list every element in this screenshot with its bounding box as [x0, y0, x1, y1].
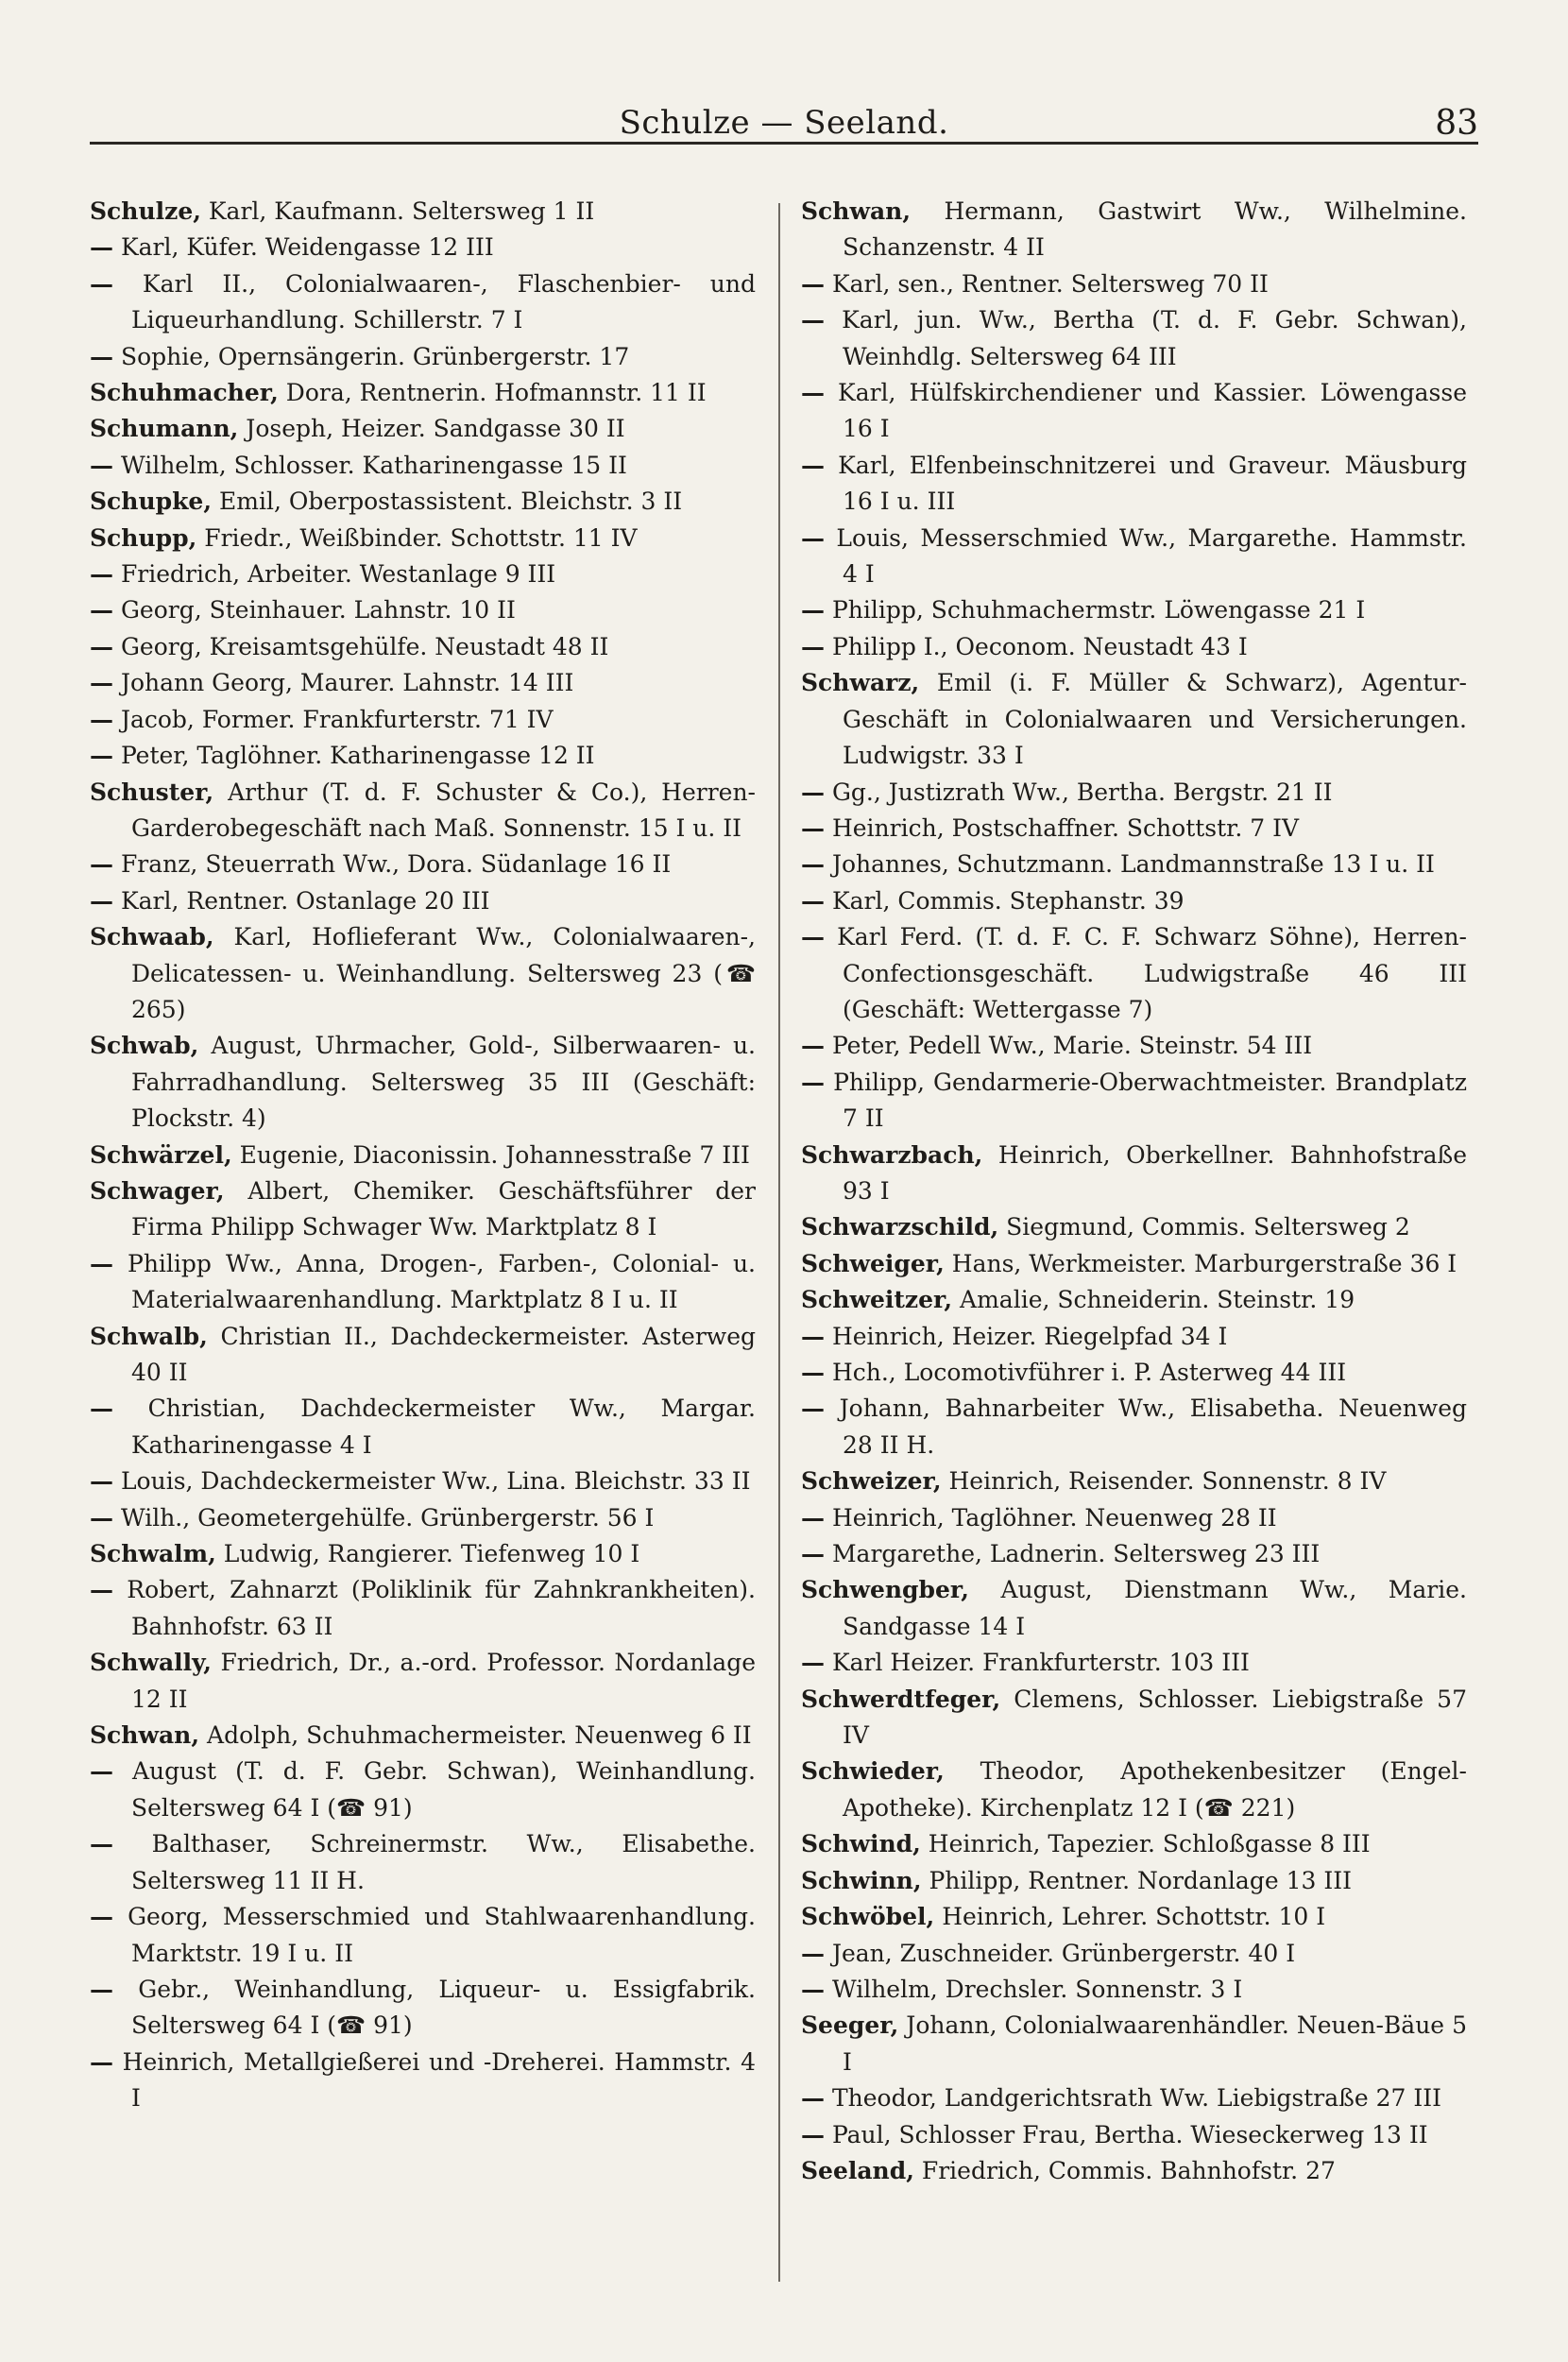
directory-entry: [801, 592, 1467, 628]
entry-surname: —: [90, 1830, 113, 1858]
directory-entry: [90, 847, 756, 882]
entry-details: Amalie, Schneiderin. Steinstr. 19: [952, 1286, 1355, 1314]
directory-entry: [801, 1972, 1467, 2008]
directory-entry: [801, 1645, 1467, 1681]
entry-surname: —: [90, 886, 113, 915]
directory-entry: [801, 811, 1467, 847]
directory-entry: [90, 665, 756, 701]
entry-details: Johannes, Schutzmann. Landmannstraße 13 I u. II: [825, 850, 1435, 879]
entry-surname: Schwab,: [90, 1032, 199, 1060]
directory-entry: [90, 339, 756, 375]
entry-surname: Schuhmacher,: [90, 379, 279, 407]
directory-entry: [90, 919, 756, 1028]
directory-entry: [801, 1028, 1467, 1064]
directory-entry: [90, 2045, 756, 2117]
directory-entry: [90, 556, 756, 592]
directory-entry: [90, 1645, 756, 1718]
directory-entry: [801, 1463, 1467, 1499]
directory-entry: [801, 2080, 1467, 2116]
directory-entry: [90, 1826, 756, 1899]
entry-details: Karl Heizer. Frankfurterstr. 103 III: [825, 1649, 1250, 1677]
entry-details: Christian II., Dachdeckermeister. Asterweg 40 II: [131, 1322, 756, 1386]
directory-entry: [801, 919, 1467, 1028]
directory-entry: [90, 1391, 756, 1463]
entry-surname: —: [801, 379, 825, 407]
directory-entry: [90, 266, 756, 339]
entry-details: Louis, Messerschmied Ww., Margarethe. Hammstr. 4 I: [825, 523, 1467, 589]
entry-details: Emil, Oberpostassistent. Bleichstr. 3 II: [212, 488, 683, 516]
entry-details: Albert, Chemiker. Geschäftsführer der Firma Philipp Schwager Ww. Marktplatz 8 I: [131, 1176, 756, 1241]
page-number: 83: [1435, 104, 1478, 143]
entry-details: Gebr., Weinhandlung, Liqueur- u. Essigfabrik. Seltersweg 64 I (☎ 91): [113, 1975, 756, 2040]
entry-details: Siegmund, Commis. Seltersweg 2: [998, 1213, 1410, 1241]
directory-entry: [801, 1936, 1467, 1972]
directory-entry: [801, 629, 1467, 665]
entry-surname: —: [90, 1576, 113, 1604]
entry-details: Philipp I., Oeconom. Neustadt 43 I: [825, 632, 1248, 660]
entry-details: Georg, Messerschmied und Stahlwaarenhandlung. Marktstr. 19 I u. II: [113, 1903, 756, 1967]
entry-surname: —: [90, 1467, 113, 1496]
entry-surname: —: [801, 596, 825, 625]
entry-details: Friedr., Weißbinder. Schottstr. 11 IV: [196, 523, 638, 552]
entry-details: August, Uhrmacher, Gold-, Silberwaaren- u. Fahrradhandlung. Seltersweg 35 III (Geschäft: Plockstr. 4): [131, 1032, 756, 1133]
entry-details: Christian, Dachdeckermeister Ww., Margar. Katharinengasse 4 I: [113, 1395, 756, 1459]
entry-surname: —: [90, 850, 113, 879]
directory-entry: [90, 702, 756, 738]
entry-surname: Schwarz,: [801, 669, 920, 697]
header-rule: [90, 142, 1478, 145]
entry-details: Karl II., Colonialwaaren-, Flaschenbier- und Liqueurhandlung. Schillerstr. 7 I: [113, 269, 756, 334]
directory-entry: [801, 375, 1467, 448]
entry-details: Dora, Rentnerin. Hofmannstr. 11 II: [278, 379, 707, 407]
entry-details: Margarethe, Ladnerin. Seltersweg 23 III: [825, 1540, 1321, 1568]
entry-surname: —: [801, 1503, 825, 1532]
directory-entry: [801, 1536, 1467, 1572]
entry-surname: Schulze,: [90, 197, 201, 225]
entry-surname: —: [801, 451, 825, 479]
entry-details: Adolph, Schuhmachermeister. Neuenweg 6 II: [199, 1721, 752, 1750]
entry-surname: Schwally,: [90, 1649, 213, 1677]
directory-entry: [801, 194, 1467, 266]
entry-details: Heinrich, Oberkellner. Bahnhofstraße 93 I: [843, 1140, 1467, 1205]
directory-entry: [801, 1282, 1467, 1318]
entry-details: Karl, Rentner. Ostanlage 20 III: [113, 886, 490, 915]
directory-entry: [801, 2117, 1467, 2153]
directory-entry: [801, 1500, 1467, 1536]
directory-entry: [801, 1682, 1467, 1754]
entry-details: Wilh., Geometergehülfe. Grünbergerstr. 56 I: [113, 1503, 655, 1532]
directory-entry: [90, 775, 756, 847]
entry-details: Johann Georg, Maurer. Lahnstr. 14 III: [113, 669, 574, 697]
entry-details: Hermann, Gastwirt Ww., Wilhelmine. Schanzenstr. 4 II: [843, 197, 1467, 262]
entry-details: Emil (i. F. Müller & Schwarz), Agentur-Geschäft in Colonialwaaren und Versicherungen. Ludwigstr. 33 I: [843, 669, 1467, 770]
directory-entry: [90, 738, 756, 774]
column-divider: [778, 203, 780, 2282]
directory-entry: [801, 1065, 1467, 1138]
entry-surname: —: [801, 2120, 825, 2148]
right-column: [801, 194, 1467, 2189]
directory-entry: [801, 665, 1467, 774]
entry-surname: Schwieder,: [801, 1757, 945, 1786]
entry-details: Georg, Steinhauer. Lahnstr. 10 II: [113, 596, 516, 625]
entry-details: Peter, Pedell Ww., Marie. Steinstr. 54 III: [825, 1032, 1313, 1060]
entry-surname: —: [90, 451, 113, 479]
directory-entry: [801, 302, 1467, 375]
directory-entry: [90, 1463, 756, 1499]
directory-entry: [90, 1500, 756, 1536]
entry-details: Heinrich, Lehrer. Schottstr. 10 I: [934, 1903, 1326, 1931]
entry-details: Friedrich, Arbeiter. Westanlage 9 III: [113, 560, 556, 589]
entry-details: August, Dienstmann Ww., Marie. Sandgasse 14 I: [843, 1576, 1467, 1640]
entry-details: Ludwig, Rangierer. Tiefenweg 10 I: [215, 1540, 640, 1568]
directory-entry: [90, 1319, 756, 1392]
entry-details: Theodor, Apothekenbesitzer (Engel-Apotheke). Kirchenplatz 12 I (☎ 221): [843, 1757, 1467, 1822]
entry-surname: Schweitzer,: [801, 1286, 953, 1314]
entry-details: Friedrich, Commis. Bahnhofstr. 27: [913, 2156, 1336, 2184]
entry-surname: Schwerdtfeger,: [801, 1685, 1001, 1713]
directory-entry: [90, 1536, 756, 1572]
entry-surname: —: [90, 1395, 113, 1423]
entry-surname: —: [90, 1903, 113, 1931]
entry-surname: Schwengber,: [801, 1576, 969, 1604]
entry-surname: —: [801, 1359, 825, 1386]
entry-details: Wilhelm, Schlosser. Katharinengasse 15 II: [113, 451, 627, 479]
entry-details: Karl, Commis. Stephanstr. 39: [825, 886, 1185, 915]
entry-details: Philipp Ww., Anna, Drogen-, Farben-, Colonial- u. Materialwaarenhandlung. Marktplatz 8 I u. II: [113, 1249, 756, 1314]
entry-surname: —: [90, 1249, 113, 1277]
entry-surname: Schwinn,: [801, 1866, 922, 1894]
entry-surname: Schuster,: [90, 778, 214, 806]
entry-surname: —: [90, 269, 113, 298]
entry-details: Jacob, Former. Frankfurterstr. 71 IV: [113, 705, 554, 733]
entry-surname: —: [801, 1975, 825, 2003]
entry-surname: Schwan,: [801, 197, 912, 225]
directory-entry: [90, 375, 756, 411]
entry-details: Jean, Zuschneider. Grünbergerstr. 40 I: [825, 1939, 1296, 1967]
entry-details: Karl, Hülfskirchendiener und Kassier. Löwengasse 16 I: [825, 379, 1467, 443]
entry-details: Karl, Küfer. Weidengasse 12 III: [113, 233, 494, 262]
entry-surname: —: [90, 1503, 113, 1532]
entry-details: Sophie, Opernsängerin. Grünbergerstr. 17: [113, 342, 630, 370]
entry-surname: Seeland,: [801, 2156, 914, 2184]
entry-surname: Schweizer,: [801, 1467, 942, 1496]
directory-entry: [801, 2153, 1467, 2189]
entry-surname: —: [801, 1649, 825, 1677]
entry-details: Joseph, Heizer. Sandgasse 30 II: [238, 415, 625, 443]
entry-surname: Schweiger,: [801, 1249, 945, 1277]
entry-surname: —: [801, 1939, 825, 1967]
entry-surname: —: [90, 705, 113, 733]
entry-details: August (T. d. F. Gebr. Schwan), Weinhandlung. Seltersweg 64 I (☎ 91): [113, 1757, 756, 1822]
directory-entry: [801, 1138, 1467, 1210]
entry-details: Clemens, Schlosser. Liebigstraße 57 IV: [843, 1685, 1467, 1750]
directory-entry: [90, 1899, 756, 1972]
entry-details: Heinrich, Heizer. Riegelpfad 34 I: [825, 1322, 1228, 1350]
entry-surname: —: [90, 632, 113, 660]
entry-surname: Seeger,: [801, 2011, 899, 2040]
entry-surname: —: [801, 1032, 825, 1060]
entry-details: Heinrich, Reisender. Sonnenstr. 8 IV: [941, 1467, 1387, 1496]
left-column: [90, 194, 756, 2117]
entry-details: Philipp, Gendarmerie-Oberwachtmeister. Brandplatz 7 II: [825, 1068, 1467, 1133]
entry-surname: —: [90, 2047, 113, 2076]
entry-details: Eugenie, Diaconissin. Johannesstraße 7 III: [231, 1140, 750, 1169]
entry-details: Hans, Werkmeister. Marburgerstraße 36 I: [944, 1249, 1457, 1277]
directory-entry: [90, 1173, 756, 1246]
directory-entry: [801, 1826, 1467, 1862]
entry-details: Robert, Zahnarzt (Poliklinik für Zahnkrankheiten). Bahnhofstr. 63 II: [113, 1576, 756, 1640]
entry-details: Heinrich, Metallgießerei und -Dreherei. Hammstr. 4 I: [113, 2047, 756, 2113]
directory-entry: [90, 1138, 756, 1173]
directory-entry: [90, 1718, 756, 1754]
directory-entry: [90, 1028, 756, 1137]
directory-entry: [90, 629, 756, 665]
entry-details: Peter, Taglöhner. Katharinengasse 12 II: [113, 742, 595, 770]
entry-surname: —: [90, 233, 113, 262]
directory-entry: [801, 847, 1467, 882]
directory-entry: [801, 1209, 1467, 1245]
entry-details: Hch., Locomotivführer i. P. Asterweg 44 III: [825, 1359, 1347, 1386]
entry-details: Karl, sen., Rentner. Seltersweg 70 II: [825, 269, 1269, 298]
directory-entry: [801, 775, 1467, 811]
entry-surname: Schwaab,: [90, 923, 214, 951]
entry-surname: Schupke,: [90, 488, 213, 516]
entry-details: Friedrich, Dr., a.-ord. Professor. Nordanlage 12 II: [131, 1649, 756, 1713]
entry-details: Gg., Justizrath Ww., Bertha. Bergstr. 21 II: [825, 778, 1333, 806]
entry-details: Karl, jun. Ww., Bertha (T. d. F. Gebr. Schwan), Weinhdlg. Seltersweg 64 III: [825, 306, 1467, 370]
directory-entry: [90, 1246, 756, 1319]
directory-entry: [90, 521, 756, 556]
entry-details: Philipp, Rentner. Nordanlage 13 III: [921, 1866, 1352, 1894]
directory-entry: [801, 521, 1467, 593]
directory-entry: [90, 1972, 756, 2045]
entry-details: Paul, Schlosser Frau, Bertha. Wieseckerweg 13 II: [825, 2120, 1428, 2148]
directory-entry: [90, 194, 756, 230]
directory-entry: [90, 411, 756, 447]
entry-surname: —: [801, 923, 825, 951]
entry-surname: Schwalm,: [90, 1540, 216, 1568]
entry-details: Karl Ferd. (T. d. F. C. F. Schwarz Söhne), Herren-Confectionsgeschäft. Ludwigstraße 46 III (Geschäft: Wettergasse 7): [825, 923, 1467, 1023]
entry-details: Theodor, Landgerichtsrath Ww. Liebigstraße 27 III: [825, 2084, 1441, 2113]
entry-surname: —: [801, 2084, 825, 2113]
entry-details: Johann, Bahnarbeiter Ww., Elisabetha. Neuenweg 28 II H.: [825, 1395, 1467, 1459]
entry-surname: —: [90, 596, 113, 625]
directory-entry: [90, 484, 756, 520]
directory-entry: [801, 883, 1467, 919]
entry-surname: —: [801, 1068, 825, 1096]
entry-details: Arthur (T. d. F. Schuster & Co.), Herren-Garderobegeschäft nach Maß. Sonnenstr. 15 I u. II: [131, 778, 756, 842]
entry-details: Karl, Hoflieferant Ww., Colonialwaaren-, Delicatessen- u. Weinhandlung. Seltersweg 23 (☎ 265): [131, 923, 756, 1023]
entry-surname: Schwager,: [90, 1176, 225, 1205]
directory-entry: [90, 592, 756, 628]
entry-details: Balthaser, Schreinermstr. Ww., Elisabethe. Seltersweg 11 II H.: [113, 1830, 756, 1894]
entry-details: Franz, Steuerrath Ww., Dora. Südanlage 16 II: [113, 850, 672, 879]
entry-surname: —: [801, 632, 825, 660]
entry-surname: —: [801, 813, 825, 842]
directory-entry: [801, 448, 1467, 521]
directory-entry: [801, 1572, 1467, 1645]
entry-details: Philipp, Schuhmachermstr. Löwengasse 21 I: [825, 596, 1366, 625]
running-title: Schulze — Seeland.: [619, 104, 949, 142]
directory-entry: [90, 448, 756, 484]
entry-surname: Schwarzbach,: [801, 1140, 983, 1169]
entry-surname: —: [801, 778, 825, 806]
entry-surname: —: [801, 523, 825, 552]
directory-entry: [801, 2008, 1467, 2080]
directory-entry: [801, 1246, 1467, 1282]
directory-entry: [801, 1319, 1467, 1355]
entry-surname: Schumann,: [90, 415, 239, 443]
directory-entry: [801, 1754, 1467, 1826]
entry-details: Johann, Colonialwaarenhändler. Neuen-Bäue 5 I: [843, 2011, 1467, 2076]
directory-entry: [801, 266, 1467, 302]
entry-surname: —: [90, 342, 113, 370]
entry-surname: —: [90, 1975, 113, 2003]
entry-details: Heinrich, Taglöhner. Neuenweg 28 II: [825, 1503, 1277, 1532]
entry-surname: —: [90, 560, 113, 589]
entry-details: Louis, Dachdeckermeister Ww., Lina. Bleichstr. 33 II: [113, 1467, 751, 1496]
directory-entry: [801, 1899, 1467, 1935]
directory-entry: [90, 883, 756, 919]
entry-details: Heinrich, Tapezier. Schloßgasse 8 III: [920, 1830, 1371, 1858]
directory-entry: [90, 1754, 756, 1826]
entry-details: Georg, Kreisamtsgehülfe. Neustadt 48 II: [113, 632, 609, 660]
entry-details: Karl, Kaufmann. Seltersweg 1 II: [200, 197, 595, 225]
entry-surname: Schupp,: [90, 523, 197, 552]
directory-entry: [801, 1863, 1467, 1899]
entry-surname: —: [801, 886, 825, 915]
entry-surname: Schwan,: [90, 1721, 200, 1750]
entry-surname: —: [90, 669, 113, 697]
entry-surname: —: [801, 1395, 825, 1423]
entry-surname: —: [90, 742, 113, 770]
entry-surname: —: [801, 1540, 825, 1568]
entry-surname: Schwöbel,: [801, 1903, 935, 1931]
entry-surname: Schwarzschild,: [801, 1213, 999, 1241]
entry-details: Karl, Elfenbeinschnitzerei und Graveur. Mäusburg 16 I u. III: [825, 451, 1467, 516]
entry-surname: Schwärzel,: [90, 1140, 232, 1169]
entry-surname: —: [801, 1322, 825, 1350]
entry-details: Wilhelm, Drechsler. Sonnenstr. 3 I: [825, 1975, 1243, 2003]
entry-surname: —: [801, 306, 825, 334]
entry-surname: —: [90, 1757, 113, 1786]
entry-details: Heinrich, Postschaffner. Schottstr. 7 IV: [825, 813, 1300, 842]
directory-entry: [801, 1355, 1467, 1391]
directory-entry: [90, 230, 756, 265]
entry-surname: —: [801, 269, 825, 298]
entry-surname: Schwind,: [801, 1830, 921, 1858]
directory-entry: [801, 1391, 1467, 1463]
entry-surname: Schwalb,: [90, 1322, 208, 1350]
directory-entry: [90, 1572, 756, 1645]
entry-surname: —: [801, 850, 825, 879]
